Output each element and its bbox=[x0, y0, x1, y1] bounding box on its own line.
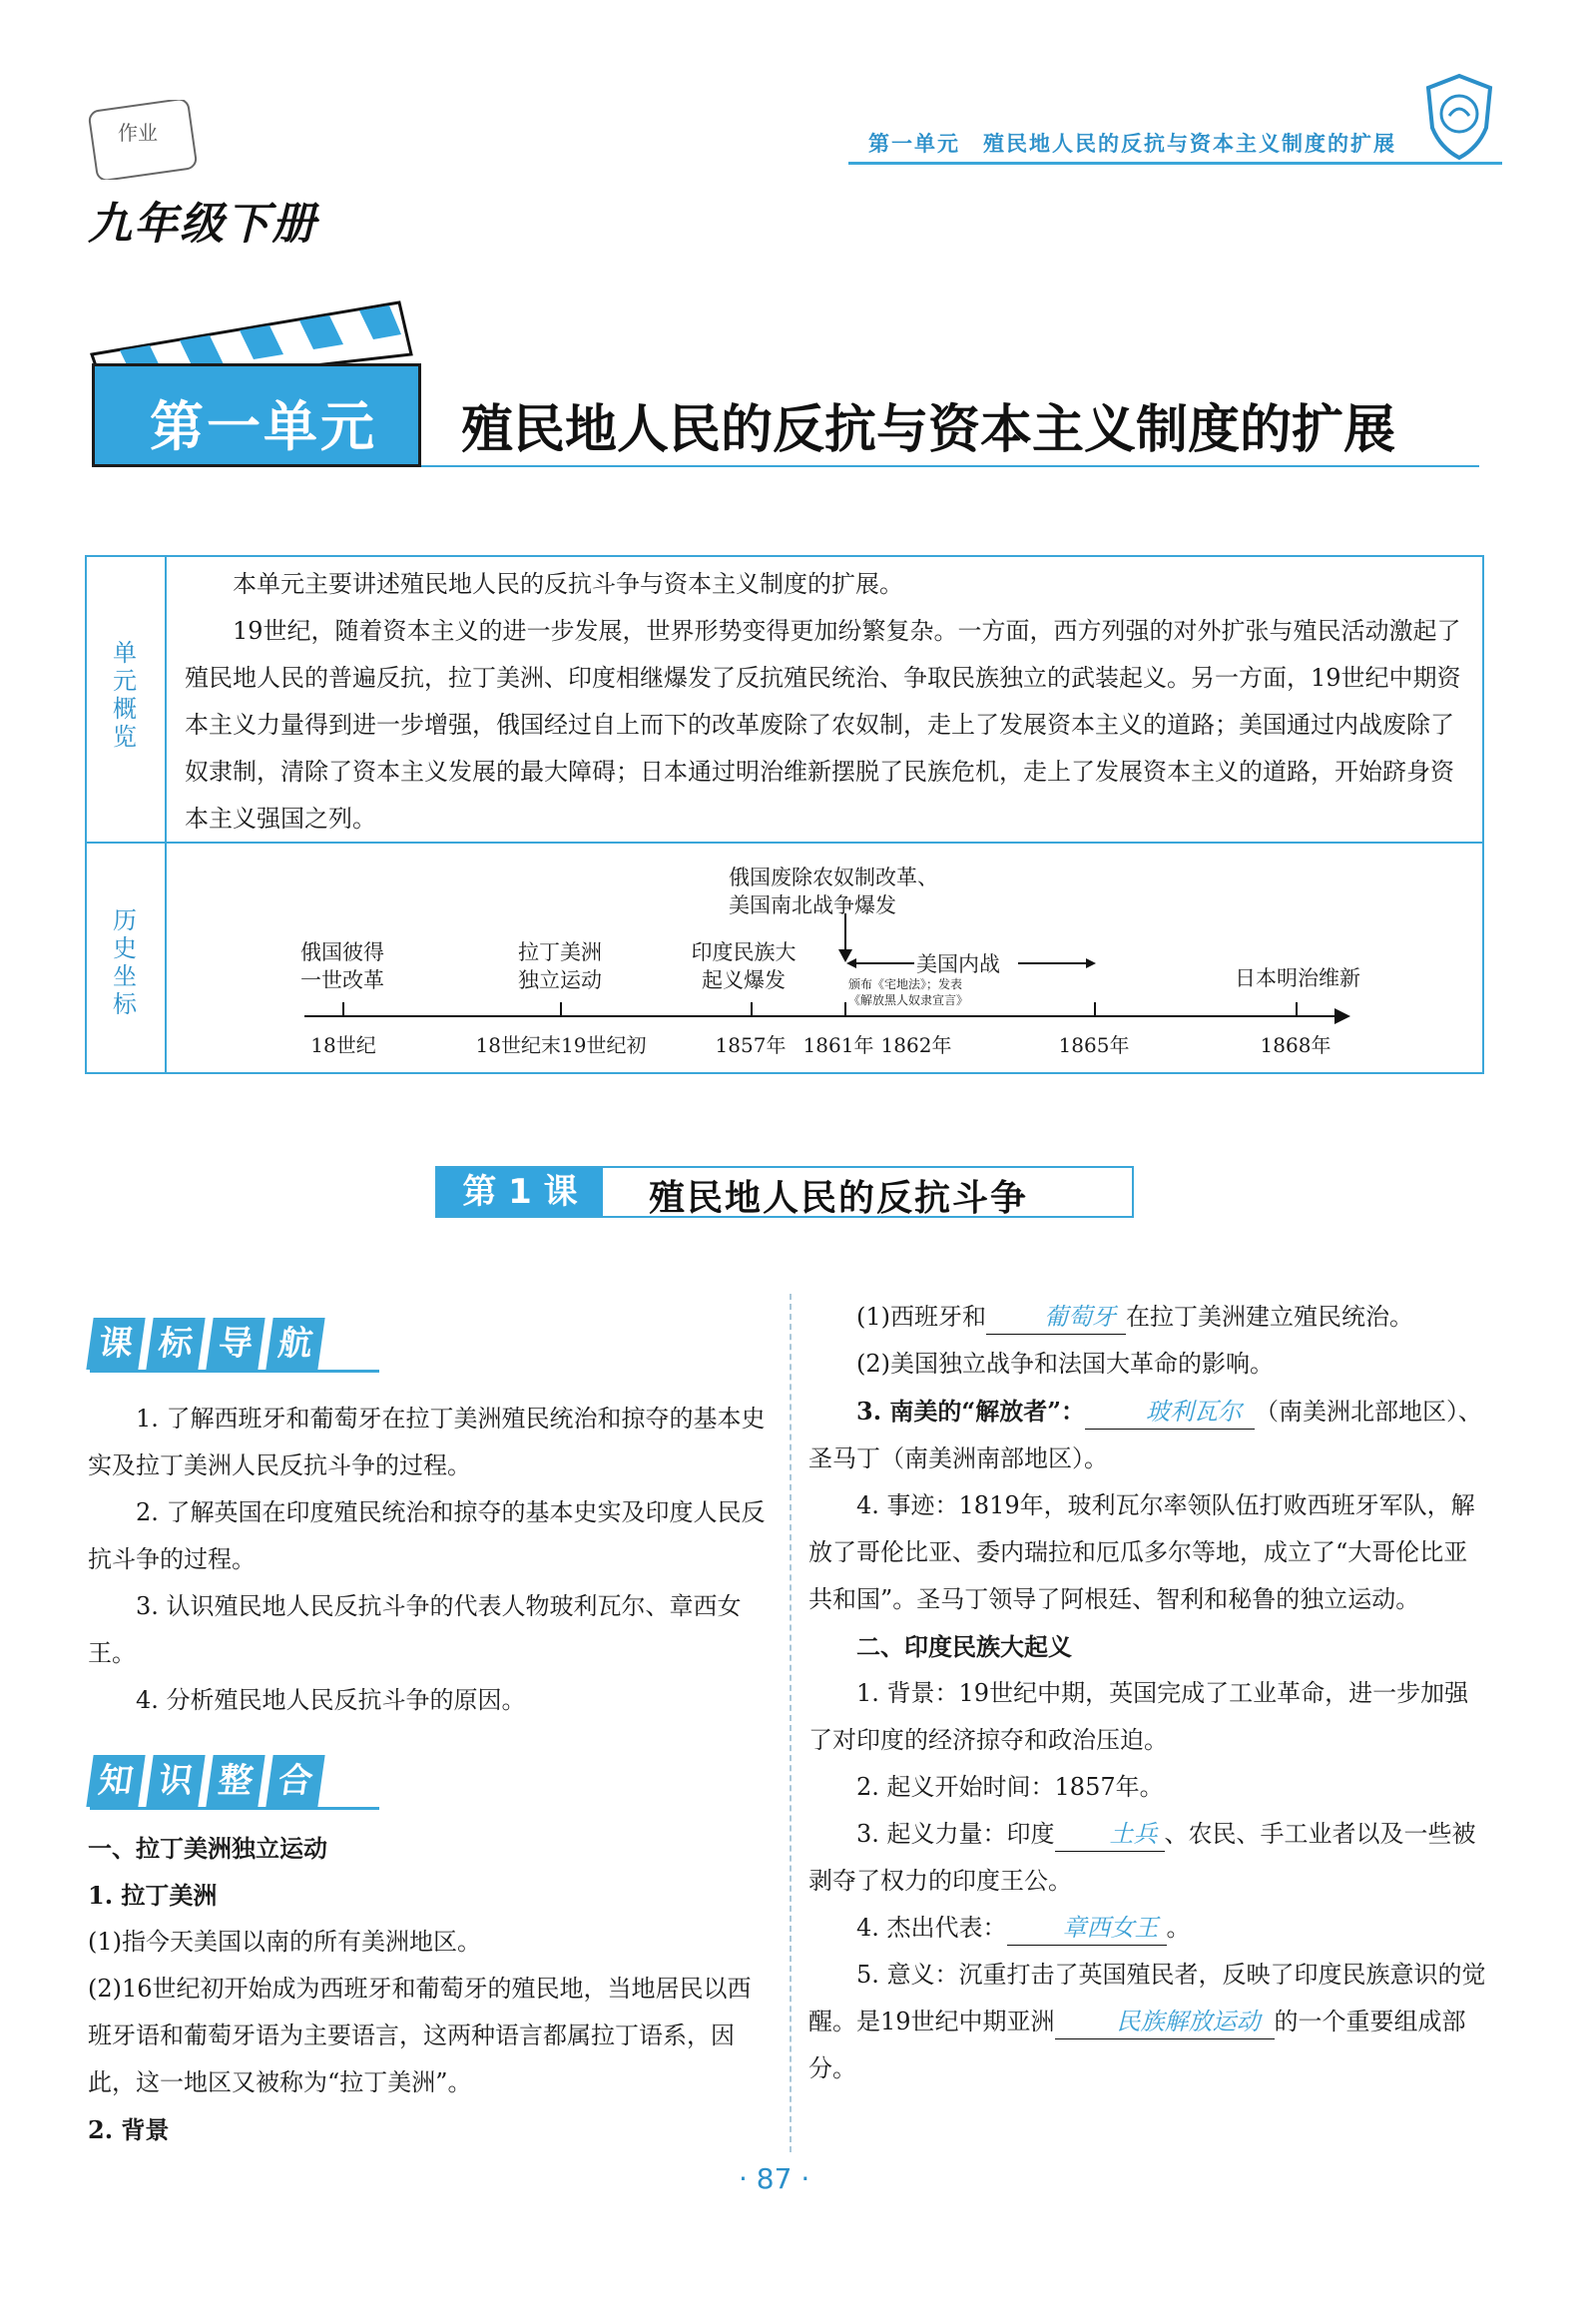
timeline-year: 1868年 bbox=[1260, 1033, 1331, 1057]
timeline-axis bbox=[304, 1015, 1342, 1017]
knowledge-fill-line: 4. 杰出代表： 章西女王 。 bbox=[808, 1905, 1487, 1952]
nav-item: 2. 了解英国在印度殖民统治和掠夺的基本史实及印度人民反抗斗争的过程。 bbox=[88, 1498, 766, 1573]
overview-divider-vertical bbox=[165, 555, 167, 1074]
timeline-tick bbox=[751, 1002, 753, 1016]
timeline-tick bbox=[560, 1002, 562, 1016]
running-title: 第一单元 殖民地人民的反抗与资本主义制度的扩展 bbox=[868, 131, 1396, 156]
page-number: · 87 · bbox=[739, 2162, 810, 2195]
timeline-year: 18世纪 bbox=[310, 1033, 376, 1057]
section-heading-nav bbox=[90, 1318, 321, 1370]
overview-text bbox=[185, 561, 1467, 843]
section-heading-rule bbox=[90, 1370, 379, 1373]
heading-tile: 导 bbox=[206, 1318, 265, 1370]
timeline-year: 1857年 bbox=[715, 1033, 787, 1057]
header-rule bbox=[848, 162, 1502, 165]
nav-item: 1. 了解西班牙和葡萄牙在拉丁美洲殖民统治和掠夺的基本史实及拉丁美洲人民反抗斗争的过程。 bbox=[88, 1405, 766, 1479]
nav-item: 4. 分析殖民地人民反抗斗争的原因。 bbox=[136, 1686, 526, 1714]
column-divider bbox=[790, 1294, 792, 2152]
civil-war-note: 颁布《宅地法》；发表 《解放黑人奴隶宣言》 bbox=[848, 977, 969, 1007]
timeline-year: 1861年 bbox=[802, 1033, 874, 1057]
timeline-tick bbox=[844, 1002, 846, 1016]
nav-item: 3. 认识殖民地人民反抗斗争的代表人物玻利瓦尔、章西女王。 bbox=[88, 1592, 742, 1667]
timeline-event-india: 印度民族大 起义爆发 bbox=[691, 940, 797, 992]
nav-list bbox=[88, 1396, 769, 1724]
heading-tile: 知 bbox=[86, 1755, 145, 1807]
heading-tile: 整 bbox=[206, 1755, 265, 1807]
heading-tile: 课 bbox=[86, 1318, 145, 1370]
knowledge-text: 2. 起义开始时间：1857年。 bbox=[856, 1773, 1164, 1801]
knowledge-right bbox=[808, 1294, 1487, 2092]
homework-stamp bbox=[88, 100, 198, 180]
knowledge-subheading: 1. 拉丁美洲 bbox=[88, 1881, 218, 1910]
knowledge-fill-line: (1)西班牙和 葡萄牙 在拉丁美洲建立殖民统治。 bbox=[808, 1294, 1487, 1341]
shield-logo-icon bbox=[1422, 72, 1496, 162]
timeline-year: 1865年 bbox=[1058, 1033, 1130, 1057]
knowledge-heading-2: 二、印度民族大起义 bbox=[856, 1632, 1072, 1661]
knowledge-fill-line: 3. 南美的“解放者”： 玻利瓦尔 （南美洲北部地区）、圣马丁（南美洲南部地区）。 bbox=[808, 1397, 1483, 1472]
stamp-text: 作业 bbox=[118, 121, 158, 145]
knowledge-heading-1: 一、拉丁美洲独立运动 bbox=[88, 1834, 327, 1863]
answer-blank: 玻利瓦尔 bbox=[1085, 1395, 1255, 1430]
timeline-event-1861: 俄国废除农奴制改革、 美国南北战争爆发 bbox=[729, 866, 938, 917]
knowledge-text: (2)16世纪初开始成为西班牙和葡萄牙的殖民地，当地居民以西班牙语和葡萄牙语为主要语言，这两种语言都属拉丁语系，因此，这一地区又被称为“拉丁美洲”。 bbox=[88, 1975, 752, 2096]
lesson-number: 第 1 课 bbox=[437, 1168, 603, 1216]
grade-label: 九年级下册 bbox=[88, 199, 317, 250]
timeline-year: 1862年 bbox=[880, 1033, 952, 1057]
section-heading-rule bbox=[90, 1807, 379, 1810]
unit-title: 殖民地人民的反抗与资本主义制度的扩展 bbox=[461, 400, 1396, 460]
knowledge-text: 1. 背景：19世纪中期，英国完成了工业革命，进一步加强了对印度的经济掠夺和政治压迫。 bbox=[808, 1679, 1469, 1754]
timeline-side-label: 历史坐标 bbox=[113, 906, 137, 1018]
knowledge-fill-line: 5. 意义：沉重打击了英国殖民者，反映了印度民族意识的觉醒。是19世纪中期亚洲 民族解放运动 的一个重要组成部分。 bbox=[808, 1961, 1486, 2082]
timeline-arrow-icon bbox=[1334, 1008, 1350, 1024]
overview-paragraph-1: 本单元主要讲述殖民地人民的反抗斗争与资本主义制度的扩展。 bbox=[233, 570, 903, 598]
knowledge-text: 4. 事迹：1819年，玻利瓦尔率领队伍打败西班牙军队，解放了哥伦比亚、委内瑞拉和厄瓜多尔等地，成立了“大哥伦比亚共和国”。圣马丁领导了阿根廷、智利和秘鲁的独立运动。 bbox=[808, 1491, 1475, 1613]
timeline-event-latin-america: 拉丁美洲 独立运动 bbox=[518, 940, 602, 992]
heading-tile: 标 bbox=[146, 1318, 205, 1370]
knowledge-text: (2)美国独立战争和法国大革命的影响。 bbox=[856, 1350, 1274, 1378]
heading-tile: 合 bbox=[266, 1755, 324, 1807]
section-heading-knowledge bbox=[90, 1755, 321, 1807]
timeline-tick bbox=[342, 1002, 344, 1016]
heading-tile: 识 bbox=[146, 1755, 205, 1807]
lesson-title: 殖民地人民的反抗斗争 bbox=[649, 1178, 1029, 1219]
timeline-event-meiji: 日本明治维新 bbox=[1235, 966, 1360, 990]
knowledge-text: (1)指今天美国以南的所有美洲地区。 bbox=[88, 1928, 481, 1956]
timeline-event-peter: 俄国彼得 一世改革 bbox=[300, 940, 384, 992]
unit-label: 第一单元 bbox=[150, 395, 377, 458]
unit-underline bbox=[421, 465, 1479, 467]
answer-blank: 葡萄牙 bbox=[986, 1300, 1126, 1335]
timeline-tick bbox=[1094, 1002, 1096, 1016]
knowledge-left bbox=[88, 1825, 769, 2153]
civil-war-label: 美国内战 bbox=[916, 952, 1000, 976]
heading-tile: 航 bbox=[266, 1318, 324, 1370]
knowledge-subheading: 2. 背景 bbox=[88, 2115, 170, 2144]
overview-paragraph-2: 19世纪，随着资本主义的进一步发展，世界形势变得更加纷繁复杂。一方面，西方列强的对外扩张与殖民活动激起了殖民地人民的普遍反抗，拉丁美洲、印度相继爆发了反抗殖民统治、争取民族独立的武装起义。另一方面，19世纪中期资本主义力量得到进一步增强，俄国经过自上而下的改革废除了农奴制，走上了发展资本主义的道路；美国通过内战废除了奴隶制，清除了资本主义发展的最大障碍；日本通过明治维新摆脱了民族危机，走上了发展资本主义的道路，开始跻身资本主义强国之列。 bbox=[185, 617, 1461, 833]
answer-blank: 民族解放运动 bbox=[1055, 2005, 1275, 2039]
answer-blank: 章西女王 bbox=[1007, 1911, 1167, 1946]
answer-blank: 土兵 bbox=[1055, 1817, 1165, 1852]
knowledge-fill-line: 3. 起义力量：印度 土兵 、农民、手工业者以及一些被剥夺了权力的印度王公。 bbox=[808, 1811, 1487, 1905]
overview-side-label: 单元概览 bbox=[113, 639, 137, 751]
timeline-tick bbox=[1296, 1002, 1298, 1016]
timeline-year: 18世纪末19世纪初 bbox=[475, 1033, 647, 1057]
